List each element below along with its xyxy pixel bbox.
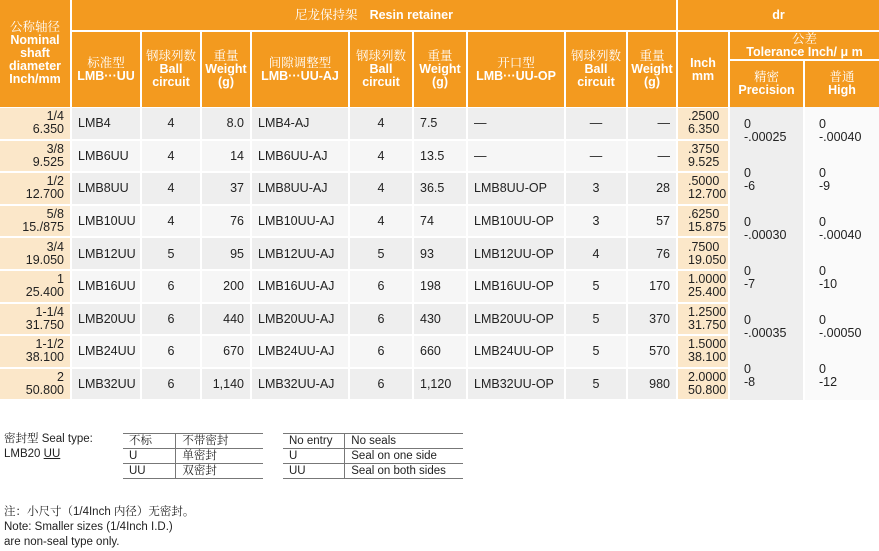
std-weight-header xyxy=(202,32,250,107)
shaft-size-cell xyxy=(0,173,70,204)
op-cell: LMB10UU-OP xyxy=(468,206,564,237)
tolerance-high-value xyxy=(805,107,879,156)
tolerance-line: -.00050 xyxy=(819,326,862,341)
table-row xyxy=(123,434,263,449)
aj-cell: LMB10UU-AJ xyxy=(252,206,348,237)
op-ball-cell: 5 xyxy=(566,369,626,400)
op-type-header xyxy=(468,32,564,107)
aj-w-cell: 660 xyxy=(414,336,466,367)
high-en: High xyxy=(828,83,856,97)
weight-cn: 重量 xyxy=(639,49,665,63)
nominal-cn: 公称轴径 xyxy=(9,20,60,34)
tolerance-precision-value xyxy=(730,205,803,254)
aj-weight-header xyxy=(414,32,466,107)
dr-inch-mm-cell xyxy=(678,141,728,172)
dr-mm: 38.100 xyxy=(688,350,727,365)
shaft-inch: 3/4 xyxy=(46,239,64,254)
aj-ball-cell: 6 xyxy=(350,336,412,367)
dr-inch: 1.2500 xyxy=(688,304,727,319)
ball-en-2: circuit xyxy=(362,75,400,89)
dr-mm: 15.875 xyxy=(688,220,727,235)
std-cell: LMB10UU xyxy=(72,206,140,237)
tolerance-precision-value xyxy=(730,107,803,156)
weight-en-2: (g) xyxy=(432,75,448,89)
shaft-mm: 38.100 xyxy=(25,350,64,365)
dr-inch-mm-cell xyxy=(678,108,728,139)
op-type-en: LMB···UU-OP xyxy=(476,68,556,83)
note-en-2: are non-seal type only. xyxy=(4,536,120,548)
aj-ball-cell: 6 xyxy=(350,304,412,335)
shaft-mm: 50.800 xyxy=(25,383,64,398)
seal-code: U xyxy=(123,449,176,464)
op-ball-cell: 3 xyxy=(566,173,626,204)
aj-w-cell: 74 xyxy=(414,206,466,237)
op-w-cell: 57 xyxy=(628,206,676,237)
dr-mm: 19.050 xyxy=(688,252,727,267)
dr-inch-mm-cell xyxy=(678,304,728,335)
std-w-cell: 14 xyxy=(202,141,250,172)
shaft-mm: 31.750 xyxy=(25,317,64,332)
aj-w-cell: 93 xyxy=(414,238,466,269)
aj-ball-cell: 6 xyxy=(350,369,412,400)
ball-cn: 钢球列数 xyxy=(355,49,406,63)
tolerance-precision-value xyxy=(730,303,803,352)
aj-ball-cell: 5 xyxy=(350,238,412,269)
std-w-cell: 1,140 xyxy=(202,369,250,400)
tolerance-line: 0 xyxy=(819,166,826,181)
shaft-mm: 6.350 xyxy=(32,122,64,137)
op-ball-cell: 5 xyxy=(566,271,626,302)
dr-inch: .2500 xyxy=(688,109,720,124)
dr-inch: 1.0000 xyxy=(688,272,727,287)
shaft-mm: 15./875 xyxy=(22,220,64,235)
op-ball-cell: 4 xyxy=(566,238,626,269)
tolerance-line: -.00040 xyxy=(819,228,862,243)
shaft-mm: 9.525 xyxy=(32,154,64,169)
seal-desc: 不带密封 xyxy=(176,434,263,449)
seal-example-suffix: UU xyxy=(43,448,61,460)
op-ball-cell: — xyxy=(566,141,626,172)
tolerance-line: 0 xyxy=(819,264,826,279)
op-w-cell: 370 xyxy=(628,304,676,335)
op-ball-cell: — xyxy=(566,108,626,139)
seal-example-prefix: LMB20 xyxy=(4,448,44,460)
op-weight-header xyxy=(628,32,676,107)
shaft-mm: 25.400 xyxy=(25,285,64,300)
std-w-cell: 37 xyxy=(202,173,250,204)
seal-example xyxy=(4,447,60,462)
std-ball-cell: 4 xyxy=(142,141,200,172)
op-ball-cell: 5 xyxy=(566,304,626,335)
op-w-cell: — xyxy=(628,141,676,172)
op-type-cn: 开口型 xyxy=(497,55,535,70)
aj-cell: LMB24UU-AJ xyxy=(252,336,348,367)
nominal-en-3: diameter xyxy=(8,59,62,73)
shaft-size-cell xyxy=(0,238,70,269)
seal-desc: No seals xyxy=(345,434,463,449)
shaft-inch: 2 xyxy=(57,370,64,385)
tolerance-high-value xyxy=(805,303,879,352)
tol-cn: 公差 xyxy=(791,31,817,46)
seal-table-en xyxy=(283,433,463,479)
weight-en-1: Weight xyxy=(631,62,673,76)
op-cell: LMB24UU-OP xyxy=(468,336,564,367)
std-ball-cell: 6 xyxy=(142,336,200,367)
std-type-en: LMB···UU xyxy=(77,68,135,83)
std-ball-cell: 6 xyxy=(142,304,200,335)
shaft-inch: 3/8 xyxy=(46,141,64,156)
std-w-cell: 200 xyxy=(202,271,250,302)
shaft-inch: 1 xyxy=(57,272,64,287)
shaft-size-cell xyxy=(0,108,70,139)
dr-inch: 2.0000 xyxy=(688,370,727,385)
std-w-cell: 76 xyxy=(202,206,250,237)
tolerance-high-value xyxy=(805,156,879,205)
dr-mm: 9.525 xyxy=(688,154,720,169)
tolerance-high-value xyxy=(805,254,879,303)
std-w-cell: 440 xyxy=(202,304,250,335)
std-cell: LMB32UU xyxy=(72,369,140,400)
std-type-header xyxy=(72,32,140,107)
ball-en-1: Ball xyxy=(584,62,608,76)
aj-cell: LMB32UU-AJ xyxy=(252,369,348,400)
tolerance-line: -12 xyxy=(819,374,838,389)
aj-cell: LMB16UU-AJ xyxy=(252,271,348,302)
dr-inch-mm-cell xyxy=(678,336,728,367)
std-w-cell: 95 xyxy=(202,238,250,269)
aj-ball-cell: 4 xyxy=(350,141,412,172)
tolerance-line: 0 xyxy=(819,313,826,328)
high-header xyxy=(805,61,879,107)
dr-mm: 50.800 xyxy=(688,383,727,398)
tolerance-line: -9 xyxy=(819,179,831,194)
seal-code: No entry xyxy=(283,434,345,449)
ball-en-2: circuit xyxy=(577,75,615,89)
precision-header xyxy=(730,61,803,107)
weight-cn: 重量 xyxy=(427,49,453,63)
dr-inch: .6250 xyxy=(688,207,720,222)
seal-desc: 双密封 xyxy=(176,464,263,479)
tolerance-line: 0 xyxy=(819,215,826,230)
tolerance-line: 0 xyxy=(744,166,751,181)
op-ball-header xyxy=(566,32,626,107)
ball-en-2: circuit xyxy=(152,75,190,89)
dr-inch-mm-cell xyxy=(678,238,728,269)
tolerance-line: 0 xyxy=(744,215,751,230)
op-cell: LMB12UU-OP xyxy=(468,238,564,269)
seal-code: UU xyxy=(123,464,176,479)
dr-inch: .3750 xyxy=(688,141,720,156)
seal-type-label xyxy=(4,432,93,447)
seal-code: UU xyxy=(283,464,345,479)
aj-ball-cell: 4 xyxy=(350,108,412,139)
std-cell: LMB8UU xyxy=(72,173,140,204)
table-row xyxy=(283,449,463,464)
std-ball-cell: 5 xyxy=(142,238,200,269)
tolerance-line: 0 xyxy=(744,264,751,279)
op-cell: LMB32UU-OP xyxy=(468,369,564,400)
seal-label-text: 密封型 Seal type: xyxy=(4,433,93,445)
shaft-inch: 1/2 xyxy=(46,174,64,189)
dr-mm: 6.350 xyxy=(688,122,720,137)
nominal-shaft-header xyxy=(0,0,70,107)
dr-inch: .7500 xyxy=(688,239,720,254)
aj-cell: LMB6UU-AJ xyxy=(252,141,348,172)
precision-en: Precision xyxy=(738,83,795,97)
op-ball-cell: 3 xyxy=(566,206,626,237)
std-ball-cell: 6 xyxy=(142,271,200,302)
std-ball-cell: 4 xyxy=(142,108,200,139)
std-w-cell: 8.0 xyxy=(202,108,250,139)
aj-type-header xyxy=(252,32,348,107)
ball-en-1: Ball xyxy=(159,62,183,76)
weight-en-1: Weight xyxy=(205,62,247,76)
aj-w-cell: 1,120 xyxy=(414,369,466,400)
tolerance-line: -6 xyxy=(744,179,756,194)
tolerance-line: -.00025 xyxy=(744,130,787,145)
tolerance-high-value xyxy=(805,352,879,401)
aj-w-cell: 36.5 xyxy=(414,173,466,204)
shaft-inch: 1/4 xyxy=(46,109,64,124)
tolerance-line: 0 xyxy=(744,361,751,376)
shaft-size-cell xyxy=(0,336,70,367)
tolerance-line: -8 xyxy=(744,374,756,389)
weight-en-1: Weight xyxy=(419,62,461,76)
note-cn: 注：小尺寸（1/4Inch 内径）无密封。 xyxy=(4,506,195,518)
shaft-mm: 12.700 xyxy=(25,187,64,202)
dr-inch: 1.5000 xyxy=(688,337,727,352)
shaft-mm: 19.050 xyxy=(25,252,64,267)
dr-header xyxy=(678,0,879,30)
std-cell: LMB20UU xyxy=(72,304,140,335)
op-cell: LMB20UU-OP xyxy=(468,304,564,335)
tolerance-precision-value xyxy=(730,254,803,303)
weight-en-2: (g) xyxy=(644,75,660,89)
dr-mm: 12.700 xyxy=(688,187,727,202)
dr-inch-mm-cell xyxy=(678,173,728,204)
seal-code: 不标 xyxy=(123,434,176,449)
tolerance-line: -.00030 xyxy=(744,228,787,243)
std-ball-header xyxy=(142,32,200,107)
seal-desc: Seal on both sides xyxy=(345,464,463,479)
std-ball-cell: 4 xyxy=(142,173,200,204)
shaft-size-cell xyxy=(0,369,70,400)
seal-code: U xyxy=(283,449,345,464)
std-cell: LMB24UU xyxy=(72,336,140,367)
dr-mm: 25.400 xyxy=(688,285,727,300)
inch-mm-header xyxy=(678,32,728,107)
weight-en-2: (g) xyxy=(218,75,234,89)
aj-w-cell: 13.5 xyxy=(414,141,466,172)
op-cell: LMB8UU-OP xyxy=(468,173,564,204)
tolerance-high-value xyxy=(805,205,879,254)
aj-cell: LMB8UU-AJ xyxy=(252,173,348,204)
nominal-en-4: Inch/mm xyxy=(9,72,61,86)
op-w-cell: 170 xyxy=(628,271,676,302)
aj-type-en: LMB···UU-AJ xyxy=(261,68,339,83)
high-cn: 普通 xyxy=(829,70,855,84)
shaft-size-cell xyxy=(0,141,70,172)
shaft-size-cell xyxy=(0,304,70,335)
aj-w-cell: 198 xyxy=(414,271,466,302)
tolerance-line: -7 xyxy=(744,277,756,292)
op-cell: — xyxy=(468,108,564,139)
seal-desc: Seal on one side xyxy=(345,449,463,464)
aj-ball-header xyxy=(350,32,412,107)
tolerance-precision-value xyxy=(730,352,803,401)
aj-ball-cell: 4 xyxy=(350,173,412,204)
shaft-inch: 1-1/4 xyxy=(35,304,64,319)
tolerance-line: 0 xyxy=(819,117,826,132)
op-w-cell: — xyxy=(628,108,676,139)
ball-cn: 钢球列数 xyxy=(570,49,621,63)
tolerance-header xyxy=(730,32,879,59)
op-w-cell: 28 xyxy=(628,173,676,204)
nominal-en-2: shaft xyxy=(20,46,50,60)
aj-cell: LMB4-AJ xyxy=(252,108,348,139)
std-w-cell: 670 xyxy=(202,336,250,367)
nominal-en-1: Nominal xyxy=(10,33,60,47)
op-ball-cell: 5 xyxy=(566,336,626,367)
shaft-size-cell xyxy=(0,271,70,302)
aj-ball-cell: 6 xyxy=(350,271,412,302)
op-w-cell: 570 xyxy=(628,336,676,367)
dr-mm: 31.750 xyxy=(688,317,727,332)
ball-cn: 钢球列数 xyxy=(145,49,196,63)
aj-cell: LMB12UU-AJ xyxy=(252,238,348,269)
std-type-cn: 标准型 xyxy=(87,55,125,70)
tolerance-line: 0 xyxy=(744,117,751,132)
ball-en-1: Ball xyxy=(369,62,393,76)
note-en-1: Note: Smaller sizes (1/4Inch I.D.) xyxy=(4,521,173,533)
dr-inch-mm-cell xyxy=(678,206,728,237)
std-cell: LMB4 xyxy=(72,108,140,139)
shaft-inch: 5/8 xyxy=(46,207,64,222)
tolerance-line: -.00035 xyxy=(744,326,787,341)
tolerance-line: -10 xyxy=(819,277,838,292)
dr-inch: .5000 xyxy=(688,174,720,189)
tolerance-line: 0 xyxy=(744,313,751,328)
std-cell: LMB6UU xyxy=(72,141,140,172)
tolerance-line: 0 xyxy=(819,361,826,376)
inch-label: Inch xyxy=(690,55,716,70)
op-w-cell: 980 xyxy=(628,369,676,400)
dr-inch-mm-cell xyxy=(678,271,728,302)
precision-cn: 精密 xyxy=(753,70,779,84)
aj-w-cell: 430 xyxy=(414,304,466,335)
mm-label: mm xyxy=(691,68,715,83)
aj-ball-cell: 4 xyxy=(350,206,412,237)
std-cell: LMB16UU xyxy=(72,271,140,302)
tolerance-precision-value xyxy=(730,156,803,205)
tolerance-line: -.00040 xyxy=(819,130,862,145)
resin-en: Resin retainer xyxy=(369,7,453,22)
weight-cn: 重量 xyxy=(213,49,239,63)
notes xyxy=(4,505,194,550)
shaft-inch: 1-1/2 xyxy=(35,337,64,352)
aj-type-cn: 间隙调整型 xyxy=(268,55,332,70)
aj-cell: LMB20UU-AJ xyxy=(252,304,348,335)
table-row xyxy=(283,464,463,479)
resin-cn: 尼龙保持架 xyxy=(295,7,358,22)
table-row xyxy=(283,434,463,449)
std-ball-cell: 4 xyxy=(142,206,200,237)
tol-en: Tolerance Inch/ μ m xyxy=(746,44,863,59)
table-row xyxy=(123,449,263,464)
dr-label: dr xyxy=(772,7,785,22)
std-ball-cell: 6 xyxy=(142,369,200,400)
op-cell: — xyxy=(468,141,564,172)
op-cell: LMB16UU-OP xyxy=(468,271,564,302)
table-row xyxy=(123,464,263,479)
op-w-cell: 76 xyxy=(628,238,676,269)
seal-table-cn xyxy=(123,433,263,479)
std-cell: LMB12UU xyxy=(72,238,140,269)
shaft-size-cell xyxy=(0,206,70,237)
resin-retainer-header xyxy=(72,0,676,30)
dr-inch-mm-cell xyxy=(678,369,728,400)
aj-w-cell: 7.5 xyxy=(414,108,466,139)
seal-desc: 单密封 xyxy=(176,449,263,464)
